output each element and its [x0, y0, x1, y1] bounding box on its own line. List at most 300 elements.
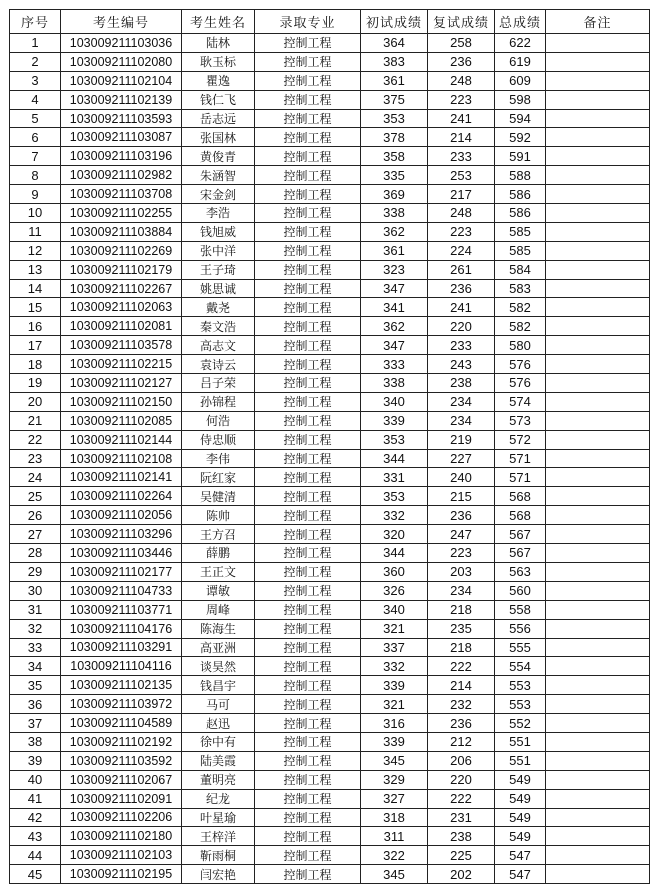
initial-score-cell: 311	[361, 827, 428, 846]
table-row	[10, 789, 650, 808]
major-cell: 控制工程	[255, 279, 361, 298]
index-cell: 21	[10, 411, 61, 430]
index-cell: 1	[10, 34, 61, 53]
candidate-id-cell: 103009211103196	[61, 147, 182, 166]
candidate-id-cell: 103009211102180	[61, 827, 182, 846]
index-cell: 14	[10, 279, 61, 298]
retest-score-cell: 223	[428, 90, 495, 109]
table-row	[10, 392, 650, 411]
candidate-id-cell: 103009211102179	[61, 260, 182, 279]
major-cell: 控制工程	[255, 241, 361, 260]
initial-score-cell: 338	[361, 204, 428, 223]
name-cell: 靳雨桐	[182, 846, 255, 865]
index-cell: 31	[10, 600, 61, 619]
initial-score-cell: 353	[361, 487, 428, 506]
major-cell: 控制工程	[255, 34, 361, 53]
remarks-cell	[546, 714, 650, 733]
total-score-cell: 582	[495, 298, 546, 317]
name-cell: 纪龙	[182, 789, 255, 808]
index-cell: 5	[10, 109, 61, 128]
name-cell: 陆美霞	[182, 751, 255, 770]
remarks-cell	[546, 109, 650, 128]
name-cell: 钱仁飞	[182, 90, 255, 109]
remarks-cell	[546, 336, 650, 355]
index-cell: 30	[10, 581, 61, 600]
retest-score-cell: 231	[428, 808, 495, 827]
retest-score-cell: 219	[428, 430, 495, 449]
remarks-cell	[546, 846, 650, 865]
table-header-row	[10, 10, 650, 34]
retest-score-cell: 236	[428, 506, 495, 525]
index-cell: 28	[10, 544, 61, 563]
total-score-cell: 622	[495, 34, 546, 53]
retest-score-cell: 214	[428, 128, 495, 147]
index-cell: 33	[10, 638, 61, 657]
retest-score-cell: 243	[428, 355, 495, 374]
major-cell: 控制工程	[255, 562, 361, 581]
candidate-id-cell: 103009211102177	[61, 562, 182, 581]
major-cell: 控制工程	[255, 374, 361, 393]
initial-score-cell: 362	[361, 222, 428, 241]
major-cell: 控制工程	[255, 147, 361, 166]
index-cell: 34	[10, 657, 61, 676]
name-cell: 袁诗云	[182, 355, 255, 374]
candidate-id-cell: 103009211103291	[61, 638, 182, 657]
initial-score-cell: 323	[361, 260, 428, 279]
candidate-id-cell: 103009211102141	[61, 468, 182, 487]
name-cell: 瞿逸	[182, 71, 255, 90]
candidate-id-cell: 103009211102085	[61, 411, 182, 430]
total-score-cell: 594	[495, 109, 546, 128]
remarks-cell	[546, 544, 650, 563]
retest-score-cell: 227	[428, 449, 495, 468]
total-score-cell: 558	[495, 600, 546, 619]
total-score-cell: 609	[495, 71, 546, 90]
remarks-cell	[546, 279, 650, 298]
header-index: 序号	[10, 10, 61, 34]
index-cell: 39	[10, 751, 61, 770]
index-cell: 43	[10, 827, 61, 846]
index-cell: 11	[10, 222, 61, 241]
major-cell: 控制工程	[255, 695, 361, 714]
remarks-cell	[546, 392, 650, 411]
name-cell: 陈海生	[182, 619, 255, 638]
candidate-id-cell: 103009211103592	[61, 751, 182, 770]
name-cell: 董明亮	[182, 770, 255, 789]
name-cell: 姚思诚	[182, 279, 255, 298]
remarks-cell	[546, 770, 650, 789]
candidate-id-cell: 103009211103884	[61, 222, 182, 241]
remarks-cell	[546, 90, 650, 109]
major-cell: 控制工程	[255, 222, 361, 241]
initial-score-cell: 383	[361, 52, 428, 71]
remarks-cell	[546, 449, 650, 468]
initial-score-cell: 353	[361, 430, 428, 449]
candidate-id-cell: 103009211102269	[61, 241, 182, 260]
initial-score-cell: 321	[361, 619, 428, 638]
remarks-cell	[546, 581, 650, 600]
retest-score-cell: 234	[428, 411, 495, 430]
retest-score-cell: 236	[428, 52, 495, 71]
table-row	[10, 52, 650, 71]
name-cell: 陆林	[182, 34, 255, 53]
total-score-cell: 591	[495, 147, 546, 166]
name-cell: 谭敏	[182, 581, 255, 600]
table-row	[10, 751, 650, 770]
major-cell: 控制工程	[255, 600, 361, 619]
retest-score-cell: 234	[428, 392, 495, 411]
major-cell: 控制工程	[255, 808, 361, 827]
candidate-id-cell: 103009211102103	[61, 846, 182, 865]
candidate-id-cell: 103009211102150	[61, 392, 182, 411]
major-cell: 控制工程	[255, 317, 361, 336]
index-cell: 23	[10, 449, 61, 468]
table-row	[10, 714, 650, 733]
remarks-cell	[546, 525, 650, 544]
remarks-cell	[546, 71, 650, 90]
initial-score-cell: 360	[361, 562, 428, 581]
remarks-cell	[546, 827, 650, 846]
total-score-cell: 549	[495, 808, 546, 827]
retest-score-cell: 222	[428, 789, 495, 808]
candidate-id-cell: 103009211104589	[61, 714, 182, 733]
index-cell: 36	[10, 695, 61, 714]
major-cell: 控制工程	[255, 544, 361, 563]
retest-score-cell: 220	[428, 770, 495, 789]
header-total-score: 总成绩	[495, 10, 546, 34]
remarks-cell	[546, 185, 650, 204]
name-cell: 徐中有	[182, 732, 255, 751]
header-major: 录取专业	[255, 10, 361, 34]
initial-score-cell: 364	[361, 34, 428, 53]
retest-score-cell: 218	[428, 600, 495, 619]
index-cell: 10	[10, 204, 61, 223]
retest-score-cell: 214	[428, 676, 495, 695]
retest-score-cell: 236	[428, 714, 495, 733]
index-cell: 22	[10, 430, 61, 449]
table-row	[10, 600, 650, 619]
candidate-id-cell: 103009211104176	[61, 619, 182, 638]
table-row	[10, 317, 650, 336]
major-cell: 控制工程	[255, 298, 361, 317]
remarks-cell	[546, 52, 650, 71]
table-row	[10, 544, 650, 563]
name-cell: 闫宏艳	[182, 865, 255, 884]
candidate-id-cell: 103009211103708	[61, 185, 182, 204]
header-retest-score: 复试成绩	[428, 10, 495, 34]
table-row	[10, 166, 650, 185]
major-cell: 控制工程	[255, 260, 361, 279]
name-cell: 黄俊青	[182, 147, 255, 166]
initial-score-cell: 326	[361, 581, 428, 600]
candidate-id-cell: 103009211102135	[61, 676, 182, 695]
name-cell: 周峰	[182, 600, 255, 619]
name-cell: 高志文	[182, 336, 255, 355]
candidate-id-cell: 103009211103087	[61, 128, 182, 147]
table-row	[10, 374, 650, 393]
retest-score-cell: 202	[428, 865, 495, 884]
total-score-cell: 551	[495, 751, 546, 770]
retest-score-cell: 206	[428, 751, 495, 770]
initial-score-cell: 338	[361, 374, 428, 393]
major-cell: 控制工程	[255, 430, 361, 449]
initial-score-cell: 362	[361, 317, 428, 336]
total-score-cell: 576	[495, 374, 546, 393]
index-cell: 37	[10, 714, 61, 733]
candidate-id-cell: 103009211104116	[61, 657, 182, 676]
initial-score-cell: 340	[361, 392, 428, 411]
name-cell: 王正文	[182, 562, 255, 581]
index-cell: 42	[10, 808, 61, 827]
candidate-id-cell: 103009211103296	[61, 525, 182, 544]
candidate-id-cell: 103009211103593	[61, 109, 182, 128]
major-cell: 控制工程	[255, 865, 361, 884]
remarks-cell	[546, 638, 650, 657]
table-row	[10, 827, 650, 846]
table-row	[10, 581, 650, 600]
remarks-cell	[546, 751, 650, 770]
total-score-cell: 553	[495, 695, 546, 714]
total-score-cell: 588	[495, 166, 546, 185]
retest-score-cell: 247	[428, 525, 495, 544]
major-cell: 控制工程	[255, 185, 361, 204]
remarks-cell	[546, 222, 650, 241]
total-score-cell: 619	[495, 52, 546, 71]
name-cell: 叶星瑜	[182, 808, 255, 827]
index-cell: 16	[10, 317, 61, 336]
retest-score-cell: 240	[428, 468, 495, 487]
total-score-cell: 582	[495, 317, 546, 336]
index-cell: 40	[10, 770, 61, 789]
remarks-cell	[546, 695, 650, 714]
major-cell: 控制工程	[255, 676, 361, 695]
major-cell: 控制工程	[255, 846, 361, 865]
remarks-cell	[546, 298, 650, 317]
name-cell: 吕子荣	[182, 374, 255, 393]
index-cell: 9	[10, 185, 61, 204]
name-cell: 张国林	[182, 128, 255, 147]
name-cell: 吴健清	[182, 487, 255, 506]
candidate-id-cell: 103009211103972	[61, 695, 182, 714]
initial-score-cell: 340	[361, 600, 428, 619]
candidate-id-cell: 103009211102255	[61, 204, 182, 223]
remarks-cell	[546, 430, 650, 449]
major-cell: 控制工程	[255, 52, 361, 71]
index-cell: 20	[10, 392, 61, 411]
admission-table	[9, 9, 650, 884]
name-cell: 张中洋	[182, 241, 255, 260]
name-cell: 侍忠顺	[182, 430, 255, 449]
admission-sheet	[9, 9, 650, 884]
initial-score-cell: 337	[361, 638, 428, 657]
candidate-id-cell: 103009211102982	[61, 166, 182, 185]
name-cell: 孙锦程	[182, 392, 255, 411]
initial-score-cell: 345	[361, 865, 428, 884]
table-row	[10, 185, 650, 204]
total-score-cell: 555	[495, 638, 546, 657]
major-cell: 控制工程	[255, 789, 361, 808]
index-cell: 13	[10, 260, 61, 279]
total-score-cell: 549	[495, 789, 546, 808]
initial-score-cell: 329	[361, 770, 428, 789]
index-cell: 24	[10, 468, 61, 487]
remarks-cell	[546, 260, 650, 279]
table-row	[10, 336, 650, 355]
total-score-cell: 560	[495, 581, 546, 600]
major-cell: 控制工程	[255, 619, 361, 638]
retest-score-cell: 258	[428, 34, 495, 53]
header-candidate-id: 考生编号	[61, 10, 182, 34]
remarks-cell	[546, 204, 650, 223]
candidate-id-cell: 103009211102067	[61, 770, 182, 789]
name-cell: 岳志远	[182, 109, 255, 128]
total-score-cell: 567	[495, 525, 546, 544]
retest-score-cell: 261	[428, 260, 495, 279]
table-row	[10, 695, 650, 714]
major-cell: 控制工程	[255, 525, 361, 544]
initial-score-cell: 344	[361, 449, 428, 468]
total-score-cell: 554	[495, 657, 546, 676]
initial-score-cell: 339	[361, 411, 428, 430]
retest-score-cell: 224	[428, 241, 495, 260]
initial-score-cell: 316	[361, 714, 428, 733]
retest-score-cell: 218	[428, 638, 495, 657]
remarks-cell	[546, 808, 650, 827]
remarks-cell	[546, 147, 650, 166]
remarks-cell	[546, 374, 650, 393]
total-score-cell: 556	[495, 619, 546, 638]
candidate-id-cell: 103009211103578	[61, 336, 182, 355]
remarks-cell	[546, 676, 650, 695]
table-row	[10, 808, 650, 827]
total-score-cell: 583	[495, 279, 546, 298]
table-row	[10, 770, 650, 789]
index-cell: 44	[10, 846, 61, 865]
retest-score-cell: 241	[428, 109, 495, 128]
total-score-cell: 586	[495, 185, 546, 204]
index-cell: 27	[10, 525, 61, 544]
remarks-cell	[546, 619, 650, 638]
total-score-cell: 585	[495, 241, 546, 260]
initial-score-cell: 347	[361, 279, 428, 298]
total-score-cell: 572	[495, 430, 546, 449]
table-row	[10, 562, 650, 581]
initial-score-cell: 347	[361, 336, 428, 355]
total-score-cell: 553	[495, 676, 546, 695]
name-cell: 谈昊然	[182, 657, 255, 676]
retest-score-cell: 225	[428, 846, 495, 865]
candidate-id-cell: 103009211103446	[61, 544, 182, 563]
table-row	[10, 525, 650, 544]
candidate-id-cell: 103009211102139	[61, 90, 182, 109]
table-row	[10, 355, 650, 374]
retest-score-cell: 223	[428, 544, 495, 563]
table-row	[10, 298, 650, 317]
header-remarks: 备注	[546, 10, 650, 34]
retest-score-cell: 248	[428, 204, 495, 223]
header-name: 考生姓名	[182, 10, 255, 34]
major-cell: 控制工程	[255, 657, 361, 676]
major-cell: 控制工程	[255, 487, 361, 506]
candidate-id-cell: 103009211103036	[61, 34, 182, 53]
major-cell: 控制工程	[255, 468, 361, 487]
index-cell: 15	[10, 298, 61, 317]
name-cell: 钱昌宇	[182, 676, 255, 695]
index-cell: 25	[10, 487, 61, 506]
index-cell: 45	[10, 865, 61, 884]
table-row	[10, 411, 650, 430]
candidate-id-cell: 103009211102104	[61, 71, 182, 90]
table-row	[10, 865, 650, 884]
name-cell: 高亚洲	[182, 638, 255, 657]
total-score-cell: 549	[495, 770, 546, 789]
major-cell: 控制工程	[255, 827, 361, 846]
candidate-id-cell: 103009211102091	[61, 789, 182, 808]
initial-score-cell: 318	[361, 808, 428, 827]
retest-score-cell: 232	[428, 695, 495, 714]
index-cell: 6	[10, 128, 61, 147]
initial-score-cell: 353	[361, 109, 428, 128]
remarks-cell	[546, 732, 650, 751]
name-cell: 朱涵智	[182, 166, 255, 185]
name-cell: 耿玉标	[182, 52, 255, 71]
index-cell: 7	[10, 147, 61, 166]
initial-score-cell: 322	[361, 846, 428, 865]
name-cell: 马可	[182, 695, 255, 714]
candidate-id-cell: 103009211102063	[61, 298, 182, 317]
index-cell: 3	[10, 71, 61, 90]
remarks-cell	[546, 241, 650, 260]
candidate-id-cell: 103009211102215	[61, 355, 182, 374]
candidate-id-cell: 103009211102144	[61, 430, 182, 449]
total-score-cell: 573	[495, 411, 546, 430]
remarks-cell	[546, 355, 650, 374]
total-score-cell: 567	[495, 544, 546, 563]
candidate-id-cell: 103009211102127	[61, 374, 182, 393]
table-row	[10, 128, 650, 147]
candidate-id-cell: 103009211102192	[61, 732, 182, 751]
index-cell: 8	[10, 166, 61, 185]
table-row	[10, 34, 650, 53]
initial-score-cell: 361	[361, 71, 428, 90]
index-cell: 2	[10, 52, 61, 71]
table-row	[10, 241, 650, 260]
candidate-id-cell: 103009211102206	[61, 808, 182, 827]
candidate-id-cell: 103009211103771	[61, 600, 182, 619]
initial-score-cell: 345	[361, 751, 428, 770]
total-score-cell: 571	[495, 449, 546, 468]
name-cell: 何浩	[182, 411, 255, 430]
index-cell: 4	[10, 90, 61, 109]
remarks-cell	[546, 317, 650, 336]
remarks-cell	[546, 789, 650, 808]
retest-score-cell: 253	[428, 166, 495, 185]
name-cell: 钱旭威	[182, 222, 255, 241]
table-row	[10, 449, 650, 468]
retest-score-cell: 248	[428, 71, 495, 90]
table-body	[10, 34, 650, 884]
major-cell: 控制工程	[255, 355, 361, 374]
major-cell: 控制工程	[255, 204, 361, 223]
total-score-cell: 568	[495, 506, 546, 525]
index-cell: 29	[10, 562, 61, 581]
total-score-cell: 571	[495, 468, 546, 487]
table-row	[10, 638, 650, 657]
index-cell: 12	[10, 241, 61, 260]
retest-score-cell: 238	[428, 827, 495, 846]
name-cell: 王子琦	[182, 260, 255, 279]
index-cell: 17	[10, 336, 61, 355]
